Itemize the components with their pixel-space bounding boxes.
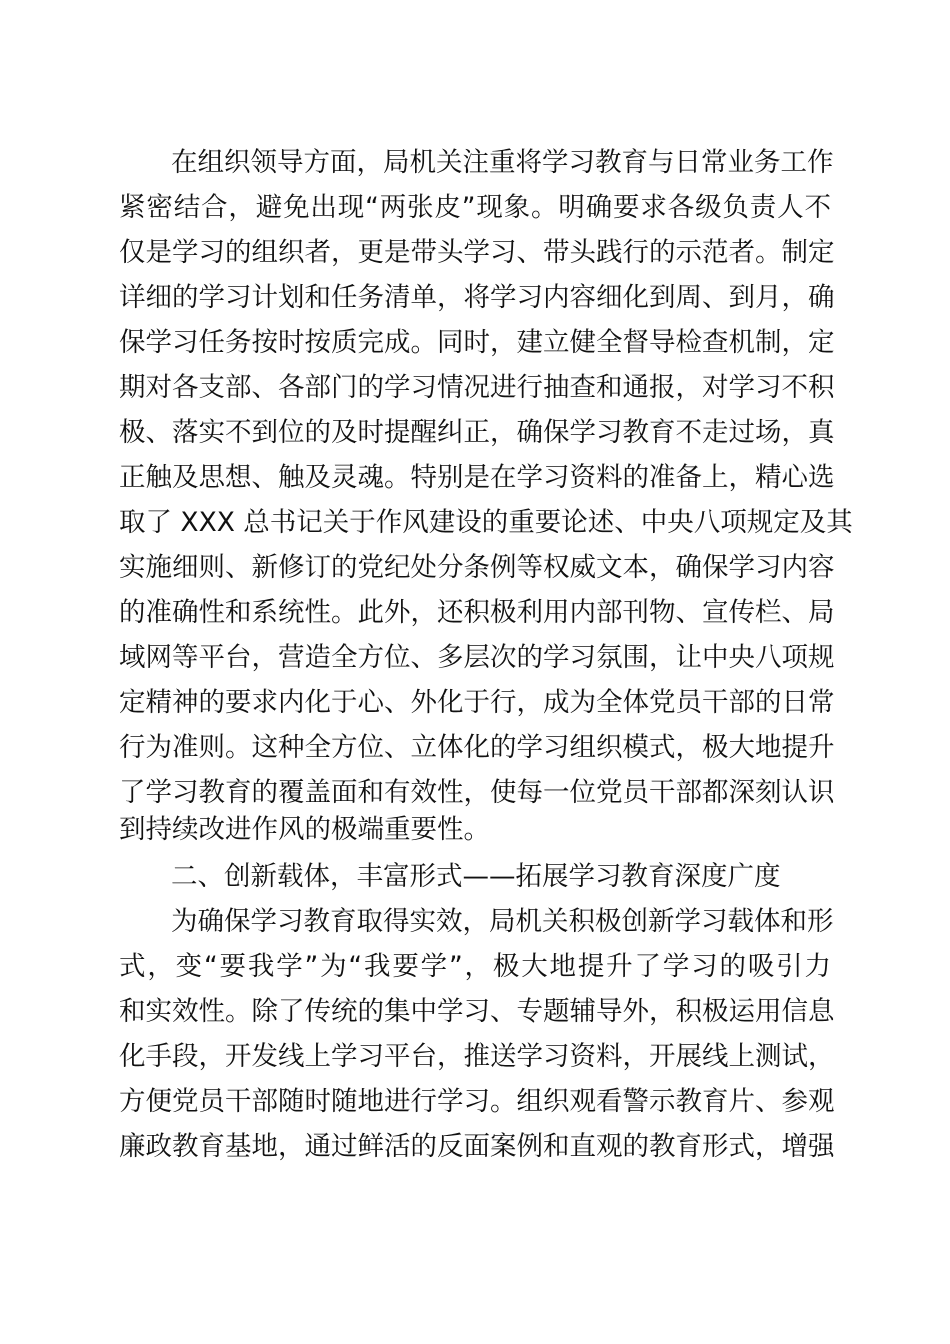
paragraph-line: 到持续改进作风的极端重要性。 <box>119 814 490 845</box>
paragraph-line: 正触及思想、触及灵魂。特别是在学习资料的准备上，精心选 <box>119 462 835 493</box>
paragraph-line: 极、落实不到位的及时提醒纠正，确保学习教育不走过场，真 <box>119 417 835 448</box>
paragraph-line: 实施细则、新修订的党纪处分条例等权威文本，确保学习内容 <box>119 552 835 583</box>
paragraph-line: 式，变“要我学”为“我要学”，极大地提升了学习的吸引力 <box>119 951 831 982</box>
paragraph-line: 和实效性。除了传统的集中学习、专题辅导外，积极运用信息 <box>119 996 835 1027</box>
paragraph-line: 保学习任务按时按质完成。同时，建立健全督导检查机制，定 <box>119 327 835 358</box>
paragraph-line: 期对各支部、各部门的学习情况进行抽查和通报，对学习不积 <box>119 372 835 403</box>
paragraph-line: 取了 XXX 总书记关于作风建设的重要论述、中央八项规定及其 <box>119 507 853 538</box>
paragraph-line: 方便党员干部随时随地进行学习。组织观看警示教育片、参观 <box>119 1086 835 1117</box>
section-heading: 二、创新载体，丰富形式——拓展学习教育深度广度 <box>171 861 781 892</box>
paragraph-line: 域网等平台，营造全方位、多层次的学习氛围，让中央八项规 <box>119 642 835 673</box>
paragraph-line: 行为准则。这种全方位、立体化的学习组织模式，极大地提升 <box>119 732 835 763</box>
paragraph-line: 为确保学习教育取得实效，局机关积极创新学习载体和形 <box>171 906 834 937</box>
paragraph-line: 在组织领导方面，局机关注重将学习教育与日常业务工作 <box>171 147 834 178</box>
paragraph-line: 了学习教育的覆盖面和有效性，使每一位党员干部都深刻认识 <box>119 777 835 808</box>
paragraph-line: 化手段，开发线上学习平台，推送学习资料，开展线上测试， <box>119 1041 835 1072</box>
paragraph-line: 详细的学习计划和任务清单，将学习内容细化到周、到月，确 <box>119 282 835 313</box>
paragraph-line: 廉政教育基地，通过鲜活的反面案例和直观的教育形式，增强 <box>119 1131 835 1162</box>
paragraph-line: 仅是学习的组织者，更是带头学习、带头践行的示范者。制定 <box>119 237 835 268</box>
paragraph-line: 的准确性和系统性。此外，还积极利用内部刊物、宣传栏、局 <box>119 597 835 628</box>
paragraph-line: 定精神的要求内化于心、外化于行，成为全体党员干部的日常 <box>119 687 835 718</box>
paragraph-line: 紧密结合，避免出现“两张皮”现象。明确要求各级负责人不 <box>119 192 831 223</box>
